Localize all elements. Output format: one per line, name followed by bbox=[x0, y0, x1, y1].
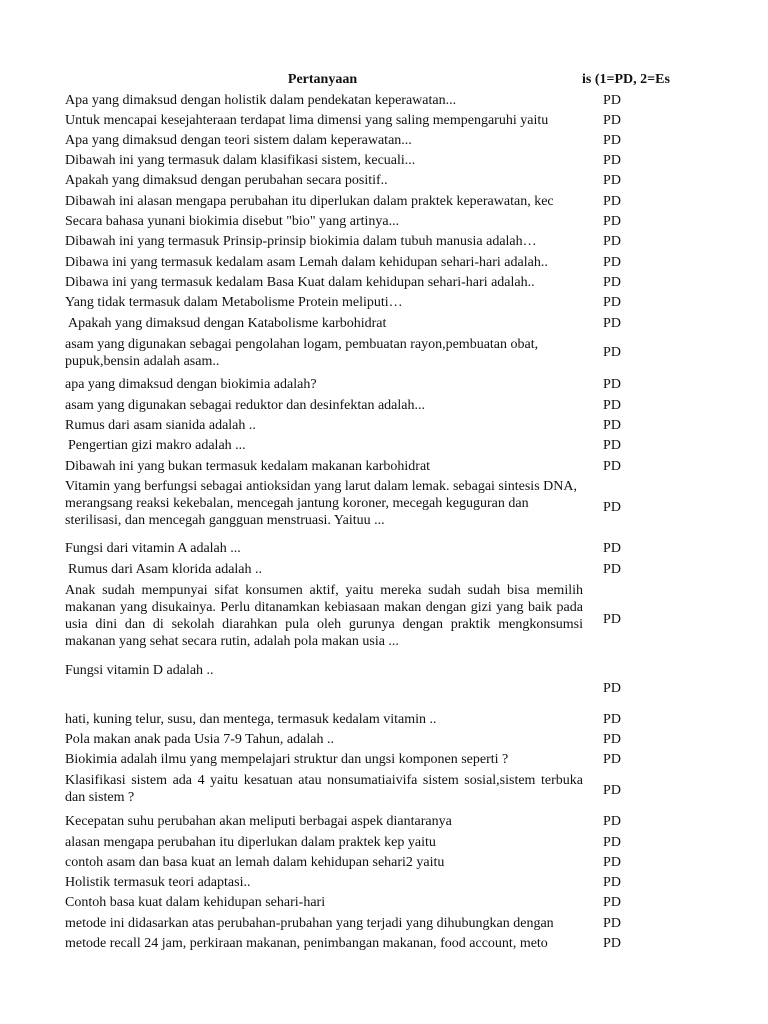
status-cell: PD bbox=[603, 835, 621, 850]
question-cell: alasan mengapa perubahan itu diperlukan dalam praktek kep yaitu bbox=[65, 835, 436, 850]
table-row bbox=[0, 770, 768, 811]
question-cell: Yang tidak termasuk dalam Metabolisme Protein meliputi… bbox=[65, 295, 403, 310]
status-cell: PD bbox=[603, 438, 621, 453]
table-row bbox=[0, 272, 768, 292]
table-row bbox=[0, 709, 768, 729]
table-row bbox=[0, 749, 768, 770]
status-cell: PD bbox=[603, 234, 621, 249]
status-cell: PD bbox=[603, 418, 621, 433]
status-cell: PD bbox=[603, 712, 621, 727]
question-cell: Biokimia adalah ilmu yang mempelajari struktur dan ungsi komponen seperti ? bbox=[65, 752, 509, 767]
table-row bbox=[0, 252, 768, 272]
question-cell: metode ini didasarkan atas perubahan-prubahan yang terjadi yang dihubungkan dengan bbox=[65, 916, 554, 931]
question-cell: asam yang digunakan sebagai pengolahan logam, pembuatan rayon,pembuatan obat, pupuk,bensin adalah asam.. bbox=[65, 337, 539, 369]
status-cell: PD bbox=[603, 255, 621, 270]
status-cell: PD bbox=[603, 93, 621, 108]
status-cell: PD bbox=[603, 681, 621, 696]
status-cell: PD bbox=[603, 377, 621, 392]
question-cell: Klasifikasi sistem ada 4 yaitu kesatuan atau nonsumatiaivifa sistem sosial,sistem terbuka dan sistem ? bbox=[65, 773, 583, 805]
table-row bbox=[0, 395, 768, 415]
question-cell: Fungsi dari vitamin A adalah ... bbox=[65, 541, 241, 556]
status-cell: PD bbox=[603, 275, 621, 290]
question-cell: contoh asam dan basa kuat an lemah dalam kehidupan sehari2 yaitu bbox=[65, 855, 445, 870]
table-row bbox=[0, 933, 768, 954]
question-cell: Pola makan anak pada Usia 7-9 Tahun, adalah .. bbox=[65, 732, 334, 747]
table-row bbox=[0, 435, 768, 456]
status-cell: PD bbox=[603, 814, 621, 829]
status-cell: PD bbox=[603, 875, 621, 890]
status-cell: PD bbox=[603, 752, 621, 767]
table-row bbox=[0, 852, 768, 872]
table-row bbox=[0, 892, 768, 913]
status-cell: PD bbox=[603, 562, 621, 577]
table-row bbox=[0, 90, 768, 110]
question-cell: Anak sudah mempunyai sifat konsumen aktif, yaitu mereka sudah sudah bisa memilih makanan yang disukainya. Perlu ditanamkan kebiasaan makan dengan gizi yang baik pada usia dini dan di sekolah diarahkan pula oleh gurunya dengan praktik mengkonsumsi makanan yang sehat secara rutin, adalah pola makan usia ... bbox=[65, 583, 583, 649]
table-row bbox=[0, 660, 768, 709]
question-table bbox=[0, 90, 768, 954]
question-cell: Dibawa ini yang termasuk kedalam asam Lemah dalam kehidupan sehari-hari adalah.. bbox=[65, 255, 548, 270]
table-row bbox=[0, 313, 768, 334]
table-row bbox=[0, 415, 768, 435]
question-cell: Fungsi vitamin D adalah .. bbox=[65, 663, 214, 678]
status-cell: PD bbox=[603, 936, 621, 951]
status-cell: PD bbox=[603, 500, 621, 515]
table-row bbox=[0, 130, 768, 150]
status-cell: PD bbox=[603, 855, 621, 870]
question-cell: Secara bahasa yunani biokimia disebut "bio" yang artinya... bbox=[65, 214, 400, 229]
header-status: is (1=PD, 2=Es bbox=[582, 72, 670, 87]
table-row bbox=[0, 456, 768, 476]
question-cell: Apakah yang dimaksud dengan perubahan secara positif.. bbox=[65, 173, 388, 188]
table-row bbox=[0, 292, 768, 313]
table-row bbox=[0, 476, 768, 538]
question-cell: Dibawah ini yang termasuk dalam klasifikasi sistem, kecuali... bbox=[65, 153, 416, 168]
question-cell: apa yang dimaksud dengan biokimia adalah? bbox=[65, 377, 317, 392]
question-cell: Apa yang dimaksud dengan holistik dalam pendekatan keperawatan... bbox=[65, 93, 457, 108]
question-cell: Dibawah ini yang termasuk Prinsip-prinsip biokimia dalam tubuh manusia adalah… bbox=[65, 234, 537, 249]
table-row bbox=[0, 832, 768, 852]
table-row bbox=[0, 211, 768, 231]
table-row bbox=[0, 811, 768, 832]
question-cell: Apa yang dimaksud dengan teori sistem dalam keperawatan... bbox=[65, 133, 412, 148]
status-cell: PD bbox=[603, 194, 621, 209]
question-cell: Vitamin yang berfungsi sebagai antioksidan yang larut dalam lemak. sebagai sintesis DNA, merangsang reaksi kekebalan, mencegah jantung koroner, mecegah keguguran dan sterilisasi, dan mencegah gangguan menstruasi. Yaituu ... bbox=[65, 479, 577, 528]
table-row bbox=[0, 334, 768, 374]
question-cell: Kecepatan suhu perubahan akan meliputi berbagai aspek diantaranya bbox=[65, 814, 452, 829]
status-cell: PD bbox=[603, 173, 621, 188]
header-question: Pertanyaan bbox=[287, 72, 358, 87]
status-cell: PD bbox=[603, 895, 621, 910]
table-row bbox=[0, 538, 768, 559]
question-cell: Contoh basa kuat dalam kehidupan sehari-hari bbox=[65, 895, 326, 910]
table-row bbox=[0, 110, 768, 130]
question-cell: metode recall 24 jam, perkiraan makanan, penimbangan makanan, food account, meto bbox=[65, 936, 548, 951]
table-row bbox=[0, 374, 768, 395]
status-cell: PD bbox=[603, 214, 621, 229]
status-cell: PD bbox=[603, 612, 621, 627]
table-row bbox=[0, 150, 768, 170]
question-cell: hati, kuning telur, susu, dan mentega, termasuk kedalam vitamin .. bbox=[65, 712, 437, 727]
question-cell: asam yang digunakan sebagai reduktor dan desinfektan adalah... bbox=[65, 398, 425, 413]
table-row bbox=[0, 191, 768, 211]
question-cell: Dibawa ini yang termasuk kedalam Basa Kuat dalam kehidupan sehari-hari adalah.. bbox=[65, 275, 535, 290]
question-cell: Pengertian gizi makro adalah ... bbox=[68, 438, 246, 453]
status-cell: PD bbox=[603, 153, 621, 168]
table-row bbox=[0, 872, 768, 892]
table-row bbox=[0, 729, 768, 749]
status-cell: PD bbox=[603, 316, 621, 331]
status-cell: PD bbox=[603, 541, 621, 556]
question-cell: Dibawah ini yang bukan termasuk kedalam makanan karbohidrat bbox=[65, 459, 431, 474]
table-row bbox=[0, 559, 768, 580]
question-cell: Dibawah ini alasan mengapa perubahan itu diperlukan dalam praktek keperawatan, kec bbox=[65, 194, 554, 209]
table-row bbox=[0, 170, 768, 191]
question-cell: Rumus dari asam sianida adalah .. bbox=[65, 418, 256, 433]
question-cell: Untuk mencapai kesejahteraan terdapat lima dimensi yang saling mempengaruhi yaitu bbox=[65, 113, 549, 128]
status-cell: PD bbox=[603, 113, 621, 128]
question-cell: Apakah yang dimaksud dengan Katabolisme karbohidrat bbox=[68, 316, 387, 331]
question-cell: Rumus dari Asam klorida adalah .. bbox=[68, 562, 263, 577]
question-cell: Holistik termasuk teori adaptasi.. bbox=[65, 875, 251, 890]
header-row bbox=[0, 70, 768, 90]
status-cell: PD bbox=[603, 345, 621, 360]
status-cell: PD bbox=[603, 783, 621, 798]
status-cell: PD bbox=[603, 916, 621, 931]
status-cell: PD bbox=[603, 459, 621, 474]
status-cell: PD bbox=[603, 295, 621, 310]
table-row bbox=[0, 913, 768, 933]
table-row bbox=[0, 231, 768, 252]
status-cell: PD bbox=[603, 398, 621, 413]
table-row bbox=[0, 580, 768, 660]
status-cell: PD bbox=[603, 732, 621, 747]
status-cell: PD bbox=[603, 133, 621, 148]
